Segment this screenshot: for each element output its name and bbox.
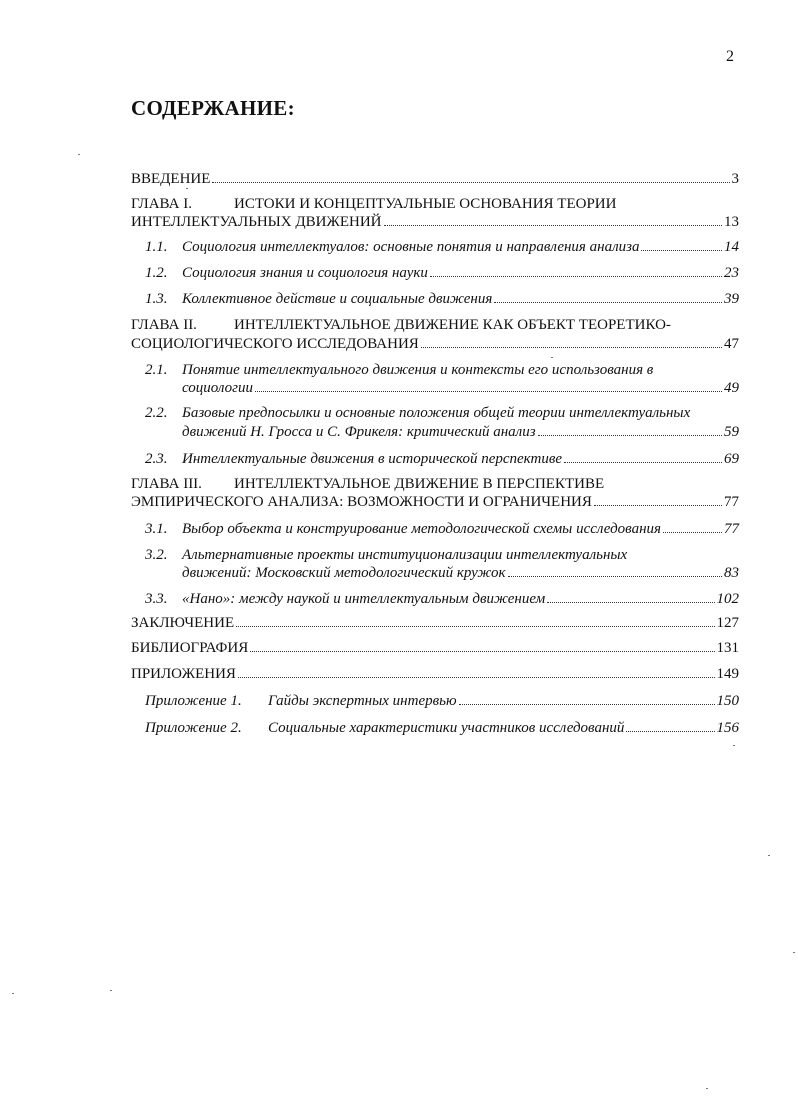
- chapter-title-line2: СОЦИОЛОГИЧЕСКОГО ИССЛЕДОВАНИЯ: [131, 336, 419, 352]
- scan-speck: [110, 990, 112, 991]
- toc-page: 77: [724, 494, 739, 510]
- section-number: 2.3.: [145, 451, 168, 467]
- toc-entry-2-1-line1[interactable]: [145, 361, 653, 379]
- scan-speck: [186, 188, 188, 189]
- toc-entry-2-1[interactable]: [182, 379, 739, 397]
- toc-entry-1-1[interactable]: [145, 238, 739, 256]
- dot-leader: [250, 651, 714, 652]
- section-number: 1.1.: [145, 239, 168, 255]
- toc-entry-bibliography[interactable]: [131, 639, 739, 657]
- toc-title: Социология знания и социология науки: [182, 265, 428, 281]
- chapter-label: ГЛАВА III.: [131, 476, 202, 492]
- toc-page: 83: [724, 565, 739, 581]
- section-number: 2.2.: [145, 405, 168, 421]
- chapter-3-heading[interactable]: [131, 475, 604, 493]
- toc-page: 149: [716, 666, 739, 682]
- toc-title-line1: Альтернативные проекты институционализации интеллектуальных: [182, 547, 628, 563]
- toc-page: 77: [724, 521, 739, 537]
- toc-title: ЗАКЛЮЧЕНИЕ: [131, 615, 235, 631]
- scan-speck: [551, 357, 553, 358]
- toc-title: Интеллектуальные движения в исторической перспективе: [182, 451, 563, 467]
- toc-entry-3-3[interactable]: [145, 590, 739, 608]
- section-number: 2.1.: [145, 362, 168, 378]
- dot-leader: [626, 731, 714, 732]
- section-number: 3.3.: [145, 591, 168, 607]
- dot-leader: [663, 532, 722, 533]
- toc-title: «Нано»: между наукой и интеллектуальным движением: [182, 591, 546, 607]
- toc-title: Выбор объекта и конструирование методологической схемы исследования: [182, 521, 661, 537]
- chapter-title-line2: ИНТЕЛЛЕКТУАЛЬНЫХ ДВИЖЕНИЙ: [131, 214, 382, 230]
- toc-page: 13: [724, 214, 739, 230]
- dot-leader: [594, 505, 722, 506]
- toc-page: 59: [724, 424, 739, 440]
- toc-page: 127: [716, 615, 739, 631]
- dot-leader: [238, 677, 715, 678]
- toc-entry-2-3[interactable]: [145, 450, 739, 468]
- scan-speck: [768, 855, 770, 856]
- toc-title: Социальные характеристики участников исследований: [268, 720, 625, 736]
- toc-title: БИБЛИОГРАФИЯ: [131, 640, 249, 656]
- toc-title: ВВЕДЕНИЕ: [131, 171, 211, 187]
- toc-title: Коллективное действие и социальные движения: [182, 291, 493, 307]
- dot-leader: [564, 462, 722, 463]
- chapter-label: ГЛАВА I.: [131, 196, 192, 212]
- dot-leader: [538, 435, 722, 436]
- toc-title: Социология интеллектуалов: основные понятия и направления анализа: [182, 239, 640, 255]
- section-number: 1.3.: [145, 291, 168, 307]
- page-title: СОДЕРЖАНИЕ:: [131, 96, 295, 120]
- section-number: 3.1.: [145, 521, 168, 537]
- toc-title: ПРИЛОЖЕНИЯ: [131, 666, 236, 682]
- dot-leader: [459, 704, 715, 705]
- dot-leader: [547, 602, 714, 603]
- toc-title-line1: Базовые предпосылки и основные положения общей теории интеллектуальных: [182, 405, 691, 421]
- scan-speck: [12, 993, 14, 994]
- chapter-title-line1: ИНТЕЛЛЕКТУАЛЬНОЕ ДВИЖЕНИЕ КАК ОБЪЕКТ ТЕОРЕТИКО-: [234, 317, 671, 333]
- toc-page: 3: [731, 171, 739, 187]
- section-number: 3.2.: [145, 547, 168, 563]
- page-number: 2: [726, 48, 734, 65]
- chapter-1-heading[interactable]: [131, 195, 616, 213]
- toc-entry-appendix-2[interactable]: [145, 719, 739, 737]
- toc-title-line2: социологии: [182, 380, 253, 396]
- toc-entry-conclusion[interactable]: [131, 614, 739, 632]
- toc-page: 69: [724, 451, 739, 467]
- dot-leader: [384, 225, 722, 226]
- toc-entry-3-2-line1[interactable]: [145, 546, 627, 564]
- dot-leader: [255, 391, 722, 392]
- chapter-title-line1: ИСТОКИ И КОНЦЕПТУАЛЬНЫЕ ОСНОВАНИЯ ТЕОРИИ: [234, 196, 617, 212]
- dot-leader: [212, 182, 729, 183]
- dot-leader: [641, 250, 722, 251]
- dot-leader: [494, 302, 722, 303]
- toc-page: 14: [724, 239, 739, 255]
- toc-title-line1: Понятие интеллектуального движения и контексты его использования в: [182, 362, 654, 378]
- toc-page: 39: [724, 291, 739, 307]
- dot-leader: [421, 347, 722, 348]
- toc-page: 150: [716, 693, 739, 709]
- dot-leader: [508, 576, 722, 577]
- toc-entry-3-1[interactable]: [145, 520, 739, 538]
- appendix-number: Приложение 2.: [145, 720, 242, 736]
- dot-leader: [236, 626, 714, 627]
- toc-title-line2: движений Н. Гросса и С. Фрикеля: критический анализ: [182, 424, 536, 440]
- toc-page: 47: [724, 336, 739, 352]
- toc-page: 156: [716, 720, 739, 736]
- chapter-title-line1: ИНТЕЛЛЕКТУАЛЬНОЕ ДВИЖЕНИЕ В ПЕРСПЕКТИВЕ: [234, 476, 605, 492]
- scan-speck: [78, 154, 80, 155]
- toc-page: 49: [724, 380, 739, 396]
- toc-entry-3-2[interactable]: [182, 564, 739, 582]
- chapter-2-heading[interactable]: [131, 316, 671, 334]
- toc-entry-2-2-line1[interactable]: [145, 404, 690, 422]
- toc-page: 131: [716, 640, 739, 656]
- toc-entry-ch1[interactable]: [131, 213, 739, 231]
- scan-speck: [733, 745, 735, 746]
- toc-entry-1-3[interactable]: [145, 290, 739, 308]
- toc-page: 23: [724, 265, 739, 281]
- toc-entry-ch2[interactable]: [131, 335, 739, 353]
- chapter-title-line2: ЭМПИРИЧЕСКОГО АНАЛИЗА: ВОЗМОЖНОСТИ И ОГРАНИЧЕНИЯ: [131, 494, 592, 510]
- toc-entry-intro[interactable]: [131, 170, 739, 188]
- toc-entry-appendix-1[interactable]: [145, 692, 739, 710]
- toc-entry-1-2[interactable]: [145, 264, 739, 282]
- toc-title: Гайды экспертных интервью: [268, 693, 457, 709]
- toc-entry-appendices[interactable]: [131, 665, 739, 683]
- toc-entry-2-2[interactable]: [182, 423, 739, 441]
- chapter-label: ГЛАВА II.: [131, 317, 197, 333]
- dot-leader: [430, 276, 722, 277]
- scan-speck: [793, 952, 795, 953]
- appendix-number: Приложение 1.: [145, 693, 242, 709]
- toc-page: 102: [716, 591, 739, 607]
- scan-speck: [706, 1088, 708, 1089]
- toc-title-line2: движений: Московский методологический кружок: [182, 565, 506, 581]
- toc-entry-ch3[interactable]: [131, 493, 739, 511]
- section-number: 1.2.: [145, 265, 168, 281]
